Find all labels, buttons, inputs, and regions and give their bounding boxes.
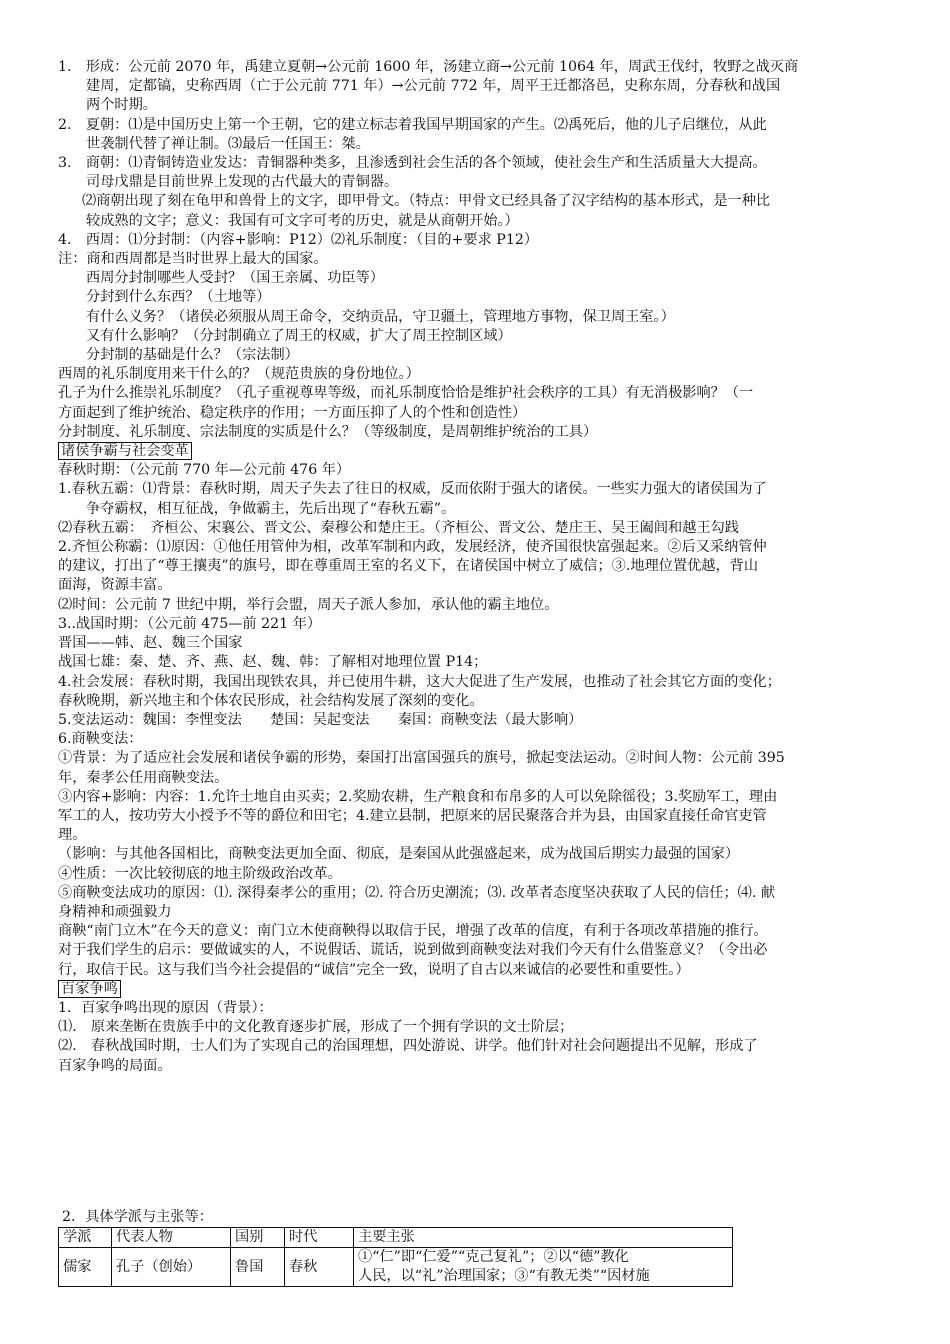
header-era: 时代 xyxy=(285,1228,354,1248)
table-row xyxy=(59,1248,733,1287)
text-line: 2. 夏朝：⑴是中国历史上第一个王朝，它的建立标志着我国早期国家的产生。⑵禹死后，他的儿子启继位，从此 xyxy=(58,116,767,133)
text-line: 的建议，打出了“尊王攘夷”的旗号，即在尊重周王室的名义下，在诸侯国中树立了威信；③.地理位置优越，背山 xyxy=(58,558,759,575)
text-line: 1.春秋五霸：⑴背景：春秋时期，周天子失去了往日的权威，反而依附于强大的诸侯。一些实力强大的诸侯国为了 xyxy=(58,481,767,498)
text-line: 面海，资源丰富。 xyxy=(58,577,172,594)
cell-person: 孔子（创始） xyxy=(112,1248,231,1287)
text-line: 注：商和西周都是当时世界上最大的国家。 xyxy=(58,251,328,268)
text-line: ④性质：一次比较彻底的地主阶级政治改革。 xyxy=(58,865,342,882)
section-heading-label: 百家争鸣 xyxy=(58,980,121,998)
cell-era: 春秋 xyxy=(285,1248,354,1287)
text-line: 晋国——韩、赵、魏三个国家 xyxy=(58,635,243,652)
text-line: 分封制度、礼乐制度、宗法制度的实质是什么？（等级制度，是周朝维护统治的工具） xyxy=(58,423,598,440)
text-line: 3..战国时期：（公元前 475—前 221 年） xyxy=(58,615,322,632)
text-line: 世袭制代替了禅让制。⑶最后一任国王：桀。 xyxy=(86,135,370,152)
text-line: 两个时期。 xyxy=(86,97,157,114)
text-line: 分封制的基础是什么？（宗法制） xyxy=(86,347,299,364)
table-header-row xyxy=(59,1228,733,1248)
cell-state: 鲁国 xyxy=(231,1248,285,1287)
text-line: ⑴. 原来垄断在贵族手中的文化教育逐步扩展，形成了一个拥有学识的文士阶层； xyxy=(58,1019,574,1036)
text-line: 战国七雄：秦、楚、齐、燕、赵、魏、韩：了解相对地理位置 P14； xyxy=(58,654,488,671)
text-line: 6.商鞅变法： xyxy=(58,731,143,748)
text-line: 1．百家争鸣出现的原因（背景）： xyxy=(58,999,273,1016)
text-line: 理。 xyxy=(58,827,87,844)
text-line: ⑤商鞅变法成功的原因：⑴. 深得秦孝公的重用；⑵. 符合历史潮流；⑶. 改革者态度坚决获取了人民的信任；⑷. 献 xyxy=(58,884,776,901)
header-claim: 主要主张 xyxy=(354,1228,733,1248)
cell-school: 儒家 xyxy=(59,1248,112,1287)
text-line: 较成熟的文字；意义：我国有可文字可考的历史，就是从商朝开始。） xyxy=(86,212,519,229)
text-line: 又有什么影响？（分封制确立了周王的权威，扩大了周王控制区域） xyxy=(86,327,512,344)
section-heading xyxy=(58,442,893,461)
cell-claim xyxy=(354,1248,733,1287)
text-line: 有什么义务？（诸侯必须服从周王命令，交纳贡品，守卫疆土，管理地方事物，保卫周王室。） xyxy=(86,308,675,325)
text-line: 5.变法运动：魏国：李悝变法 楚国：吴起变法 秦国：商鞅变法（最大影响） xyxy=(58,711,583,728)
text-line: 4.社会发展：春秋时期，我国出现铁农具，并已使用牛耕，这大大促进了生产发展，也推动了社会其它方面的变化； xyxy=(58,673,781,690)
text-line: 行，取信于民。这与我们当今社会提倡的“诚信”完全一致，说明了自古以来诚信的必要性和重要性。） xyxy=(58,961,690,978)
header-state: 国别 xyxy=(231,1228,285,1248)
text-line: 1. 形成：公元前 2070 年，禹建立夏朝→公元前 1600 年，汤建立商→公元前 1064 年，周武王伐纣，牧野之战灭商 xyxy=(58,59,799,75)
text-line: 对于我们学生的启示：要做诚实的人，不说假话、谎话，说到做到商鞅变法对我们今天有什么借鉴意义？（令出必 xyxy=(58,942,768,959)
schools-table xyxy=(58,1227,733,1287)
notes-body xyxy=(58,58,893,1076)
text-line: 孔子为什么推崇礼乐制度？（孔子重视尊卑等级，而礼乐制度恰恰是维护社会秩序的工具）有无消极影响？（一 xyxy=(58,385,754,402)
text-line: ①背景：为了适应社会发展和诸侯争霸的形势，秦国打出富国强兵的旗号，掀起变法运动。②时间人物：公元前 395 xyxy=(58,750,785,767)
text-line: 争夺霸权，相互征战，争做霸主，先后出现了“春秋五霸”。 xyxy=(86,500,456,517)
text-line: ⑵商朝出现了刻在龟甲和兽骨上的文字，即甲骨文。（特点：甲骨文已经具备了汉字结构的基本形式，是一种比 xyxy=(82,193,771,210)
text-line: ③内容+影响：内容：1.允许土地自由买卖；2.奖励农耕，生产粮食和布帛多的人可以免除徭役；3.奖励军工，理由 xyxy=(58,788,778,805)
section-heading xyxy=(58,980,893,999)
text-line: （影响：与其他各国相比，商鞅变法更加全面、彻底，是秦国从此强盛起来，成为战国后期实力最强的国家） xyxy=(58,846,740,863)
text-line: 分封到什么东西？（土地等） xyxy=(86,289,271,306)
text-line: 3. 商朝：⑴青铜铸造业发达：青铜器种类多，且渗透到社会生活的各个领域，使社会生产和生活质量大大提高。 xyxy=(58,155,767,172)
text-line: 2.齐恒公称霸：⑴原因：①他任用管仲为相，改革军制和内政，发展经济，使齐国很快富强起来。②后又采纳管仲 xyxy=(58,539,767,556)
text-line: 西周分封制哪些人受封？（国王亲属、功臣等） xyxy=(86,270,384,287)
header-person: 代表人物 xyxy=(112,1228,231,1248)
text-line: 身精神和顽强毅力 xyxy=(58,903,172,920)
claim-line-1: ①“仁”即“仁爱”“克己复礼”；②以“德”教化 xyxy=(358,1249,629,1265)
text-line: 方面起到了维护统治、稳定秩序的作用；一方面压抑了人的个性和创造性） xyxy=(58,404,527,421)
text-line: 春秋晚期，新兴地主和个体农民形成，社会结构发展了深刻的变化。 xyxy=(58,692,484,709)
text-line: 百家争鸣的局面。 xyxy=(58,1057,172,1074)
text-line: 建周，定都镐，史称西周（亡于公元前 771 年）→公元前 772 年，周平王迁都洛邑，史称东周，分春秋和战国 xyxy=(86,78,781,95)
text-line: ⑵春秋五霸： 齐桓公、宋襄公、晋文公、秦穆公和楚庄王。（齐桓公、晋文公、楚庄王、吴王阖闾和越王勾践 xyxy=(58,519,739,536)
text-line: ⑵时间：公元前 7 世纪中期，举行会盟，周天子派人参加，承认他的霸主地位。 xyxy=(58,596,559,613)
text-line: 商鞅“南门立木”在今天的意义：南门立木使商鞅得以取信于民，增强了改革的信度，有利于各项改革措施的推行。 xyxy=(58,923,768,940)
text-line: 4. 西周：⑴分封制：（内容+影响：P12）⑵礼乐制度：（目的+要求 P12） xyxy=(58,231,539,248)
text-line: 春秋时期：（公元前 770 年—公元前 476 年） xyxy=(58,462,351,479)
schools-section xyxy=(58,1208,908,1287)
text-line: ⑵. 春秋战国时期，士人们为了实现自己的治国理想，四处游说、讲学。他们针对社会问题提出不见解，形成了 xyxy=(58,1038,758,1055)
text-line: 司母戊鼎是目前世界上发现的古代最大的青铜器。 xyxy=(86,174,399,191)
text-line: 年，秦孝公任用商鞅变法。 xyxy=(58,769,229,786)
claim-line-2: 人民，以“礼”治理国家；③“有教无类”“因材施 xyxy=(358,1268,650,1284)
schools-caption: 2．具体学派与主张等： xyxy=(62,1209,213,1225)
section-heading-label: 诸侯争霸与社会变革 xyxy=(58,442,192,460)
text-line: 军工的人，按功劳大小授予不等的爵位和田宅；4.建立县制，把原来的居民聚落合并为县，由国家直接任命官吏管 xyxy=(58,807,767,824)
text-line: 西周的礼乐制度用来干什么的？（规范贵族的身份地位。） xyxy=(58,366,420,383)
header-school: 学派 xyxy=(59,1228,112,1248)
